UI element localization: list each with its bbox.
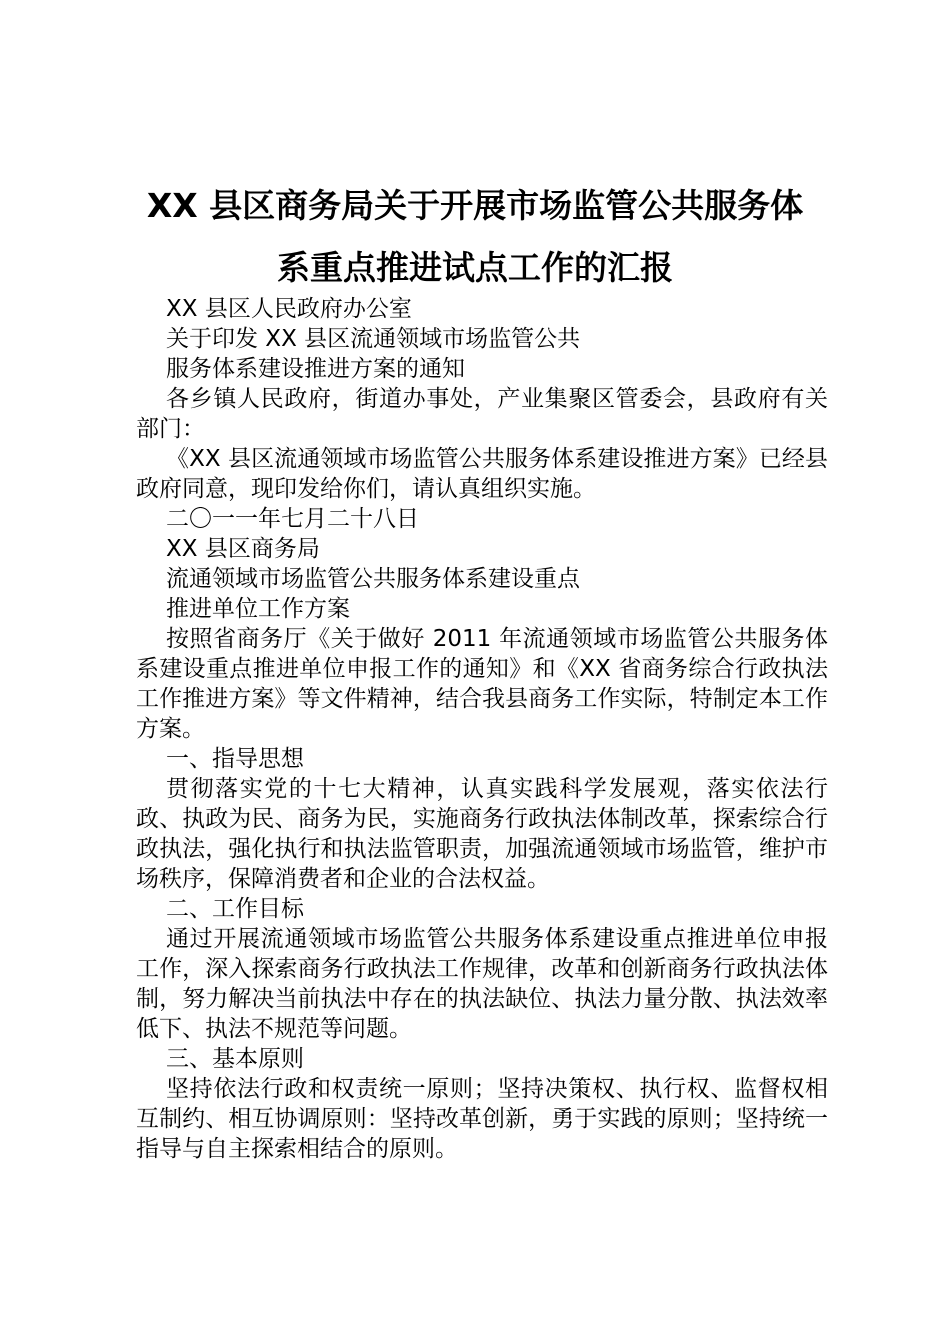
- paragraph-plan-title-2: 推进单位工作方案: [166, 596, 350, 622]
- paragraph-recipients: 各乡镇人民政府，街道办事处，产业集聚区管委会，县政府有关部门：: [136, 386, 828, 442]
- document-title-line-2: 系重点推进试点工作的汇报: [277, 248, 673, 287]
- paragraph-issuer: XX 县区商务局: [166, 536, 320, 562]
- paragraph-plan-title-1: 流通领域市场监管公共服务体系建设重点: [166, 566, 580, 592]
- paragraph-notice-title-2: 服务体系建设推进方案的通知: [166, 356, 465, 382]
- section-heading-basic-principles: 三、基本原则: [166, 1046, 304, 1072]
- paragraph-basic-principles: 坚持依法行政和权责统一原则；坚持决策权、执行权、监督权相互制约、相互协调原则：坚持改革创新，勇于实践的原则；坚持统一指导与自主探索相结合的原则。: [136, 1076, 828, 1162]
- paragraph-work-goals: 通过开展流通领域市场监管公共服务体系建设重点推进单位申报工作，深入探索商务行政执法工作规律，改革和创新商务行政执法体制，努力解决当前执法中存在的执法缺位、执法力量分散、执法效率低下、执法不规范等问题。: [136, 926, 828, 1042]
- document-title-line-1: XX 县区商务局关于开展市场监管公共服务体: [146, 186, 804, 225]
- section-heading-guiding-ideology: 一、指导思想: [166, 746, 304, 772]
- paragraph-notice-body: 《XX 县区流通领域市场监管公共服务体系建设推进方案》已经县政府同意，现印发给你们，请认真组织实施。: [136, 446, 828, 502]
- document-body: [136, 294, 828, 1164]
- paragraph-date: 二〇一一年七月二十八日: [166, 506, 419, 532]
- paragraph-guiding-ideology: 贯彻落实党的十七大精神，认真实践科学发展观，落实依法行政、执政为民、商务为民，实施商务行政执法体制改革，探索综合行政执法，强化执行和执法监管职责，加强流通领域市场监管，维护市场秩序，保障消费者和企业的合法权益。: [136, 776, 828, 892]
- paragraph-intro: 按照省商务厅《关于做好 2011 年流通领域市场监管公共服务体系建设重点推进单位申报工作的通知》和《XX 省商务综合行政执法工作推进方案》等文件精神，结合我县商务工作实际，特制定本工作方案。: [136, 626, 828, 742]
- section-heading-work-goals: 二、工作目标: [166, 896, 304, 922]
- paragraph-notice-title-1: 关于印发 XX 县区流通领域市场监管公共: [166, 326, 581, 352]
- paragraph-office-name: XX 县区人民政府办公室: [166, 296, 412, 322]
